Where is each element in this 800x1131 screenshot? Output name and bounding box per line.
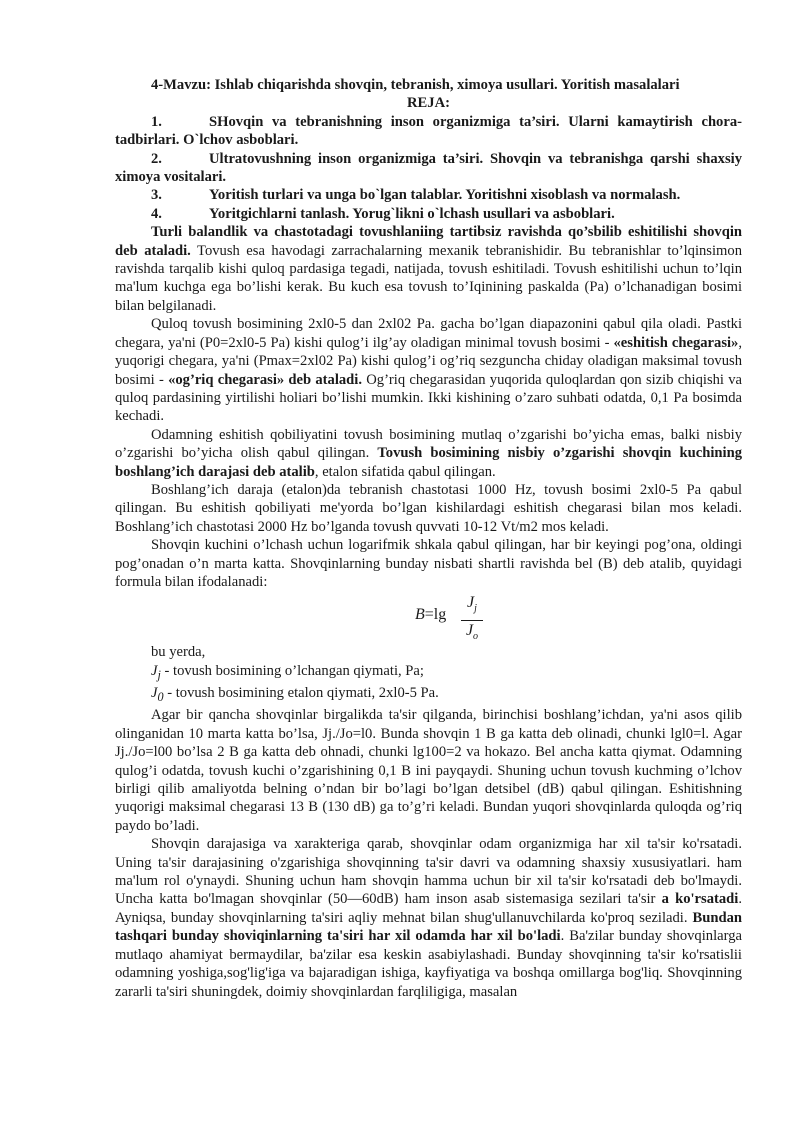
- plan-item-text: Yoritish turlari va unga bo`lgan talablar. Yoritishni xisoblash va normalash.: [209, 187, 681, 204]
- plan-heading: REJA:: [407, 95, 450, 112]
- bel-formula: [115, 593, 742, 642]
- bold-definition: Tovush bosimining nisbiy o’zgarishi shovqin kuchining boshlang’ich darajasi deb atalib: [115, 445, 742, 480]
- bold-phrase: a ko'rsatadi: [661, 891, 739, 908]
- definition-jj: $J_j$ - tovush bosimining o’lchangan qiymati, Pa;: [151, 662, 424, 682]
- plan-item-text: Ultratovushning inson organizmiga ta’siri. Shovqin va tebranishga qarshi shaxsiy ximoya vositalari.: [115, 150, 742, 186]
- paragraph-hearing-range: [115, 315, 742, 425]
- bold-phrase: Bundan tashqari bunday shoviqinlarning ta'siri har xil odamda har xil bo'ladi: [115, 909, 742, 945]
- bold-term-pain-threshold: «og’riq chegarasi» deb ataladi.: [168, 371, 362, 388]
- definition-j0: $J_0$ - tovush bosimining etalon qiymati, 2xl0-5 Pa.: [151, 685, 439, 704]
- plan-item-4: [115, 205, 742, 223]
- paragraph-text: . Ba'zilar bunday shovqinlarga mutlaqo ahamiyat bermaydilar, ba'zilar esa keskin asabiylashadi. Bunday shovqinning ta'sir ko'rsatislii odamning yoshiga,sog'lig'iga va bajaradigan ishiga, kayfiyatiga va boshqa omillarga bog'liq. Shovqinning zararli ta'siri shuningdek, doimiy shovqinlardan farqliligiga, masalan: [115, 928, 742, 1000]
- plan-item-3: [115, 186, 742, 204]
- paragraph-reference-level: Boshlang’ich daraja (etalon)da tebranish chastotasi 1000 Hz, tovush bosimi 2xl0-5 Pa qabul qilingan. Bu eshitish qobiliyati me'yorda bo’lgan kishilardagi eshitish chegarasi bilan mos keladi. Boshlang’ich chastotasi 2000 Hz bo’lganda tovush quvvati 10-12 Vt/m2 mos keladi.: [115, 481, 742, 535]
- paragraph-text: . Ayniqsa, bunday shovqinlarning ta'siri aqliy mehnat bilan shug'ullanuvchilarda ko'proq seziladi.: [115, 891, 742, 926]
- formula-fraction: [461, 593, 483, 646]
- paragraph-text: Tovush esa havodagi zarrachalarning mexanik tebranishidir. Bu tebranishlar to’lqinsimon ravishda tarqalib kishi quloq pardasiga tegadi, natijada, tovush eshitiladi. Tovush eshitilishi uchun to’lqin ma'lum kuchga ega bo’lishi kerak. Bu kuch esa tovush to’Iqinining paskalda (Pa) o’lchanadigan bosimi bilan belgilanadi.: [115, 242, 742, 314]
- paragraph-text: , etalon sifatida qabul qilingan.: [314, 463, 496, 480]
- paragraph-noise-definition: [115, 223, 742, 315]
- plan-item-number: 3.: [151, 187, 162, 204]
- formula-denominator: $J_o$: [465, 621, 479, 642]
- paragraph-text: Og’riq chegarasidan yuqorida quloqlardan qon sizib chiqishi va quloq pardasining yirtilishi holiari bo’lishi mumkin. Ikki kishining o’zaro suhbati odatda, 0,1 Pa bosimda kechadi.: [115, 371, 742, 425]
- paragraph-relative-change: [115, 426, 742, 481]
- plan-item-text: Yoritgichlarni tanlash. Yorug`likni o`lchash usullari va asboblari.: [209, 205, 615, 222]
- plan-item-1: [115, 113, 742, 150]
- paragraph-log-scale: Shovqin kuchini o’lchash uchun logarifmik shkala qabul qilingan, har bir keyingi pog’ona, oldingi pog’onadan o’n marta katta. Shovqinlarning bunday nisbati shartli ravishda bel (B) deb atalib, quyidagi formula bilan ifodalanadi:: [115, 537, 742, 590]
- plan-item-number: 1.: [151, 113, 162, 130]
- bold-term-hearing-threshold: «eshitish chegarasi»: [613, 334, 739, 351]
- document-title: 4-Mavzu: Ishlab chiqarishda shovqin, tebranish, ximoya usullari. Yoritish masalalari: [151, 77, 680, 93]
- formula-lhs: B=lg: [415, 606, 447, 624]
- paragraph-text: Quloq tovush bosimining 2xl0-5 dan 2xl02 Pa. gacha bo’lgan diapazonini qabul qila oladi. Pastki chegara, ya'ni (P0=2xl0-5 Pa) kishi qulog’i ilg’ay oladigan minimal tovush bosimi -: [115, 316, 742, 351]
- paragraph-noise-effects: [115, 835, 742, 1001]
- plan-item-text: SHovqin va tebranishning inson organizmiga ta’siri. Ularni kamaytirish chora-tadbirlari. O`lchov asboblari.: [115, 113, 742, 149]
- formula-numerator: $J_j$: [461, 593, 483, 620]
- paragraph-bel-decibel: Agar bir qancha shovqinlar birgalikda ta'sir qilganda, birinchisi boshlang’ichdan, ya'ni asos qilib olinganidan 10 marta katta bo’lsa, Jj./Jo=l0. Bunda shovqin 1 B ga katta deb olinadi, chunki lgl0=l. Agar Jj./Jo=l00 bo’lsa 2 B ga katta deb ohnadi, chunki lg100=2 va hokazo. Bel ancha katta qiymat. Odamning qulog’i odatda, tovush kuchi o’zgarishining 0,1 B ini payqaydi. Shuning uchun tovush kuchming o’lchov birligi qilib amaliyotda belning o’ndan bir bo’lagi bo’lgan detsibel (dB) qabul qilingan. Eshitishning yuqorigi maksimal chegarasi 13 B (130 dB) ga to’g’ri keladi. Bundan yuqori shovqinlarda quloqda og’riq paydo bo’ladi.: [115, 707, 742, 834]
- paragraph-text: Odamning eshitish qobiliyatini tovush bosimining mutlaq o’zgarishi bo’yicha emas, balki nisbiy o’zgarishi bo’yicha olish qabul qilingan.: [115, 426, 742, 462]
- bold-definition: Turli balandlik va chastotadagi tovushlaniing tartibsiz ravishda qo’sbilib eshitilishi shovqin deb ataladi.: [115, 224, 742, 259]
- plan-item-2: [115, 150, 742, 187]
- where-label: bu yerda,: [151, 644, 206, 661]
- paragraph-text: Shovqin darajasiga va xarakteriga qarab, shovqinlar odam organizmiga har xil ta'sir ko'rsatadi. Uning ta'sir darajasining o'zgarishiga shovqinning ta'sir davri va odamning shaxsiy xususiyatlari. ham ma'lum rol o'ynaydi. Shuning uchun ham shovqin hamma uchun bir xil ta'sir ko'rsatadi deb bo'lmaydi. Uncha katta bo'lmagan shovqinlar (50—60dB) ham inson asab sistemasiga sezilari ta'sir: [115, 836, 742, 908]
- plan-item-number: 2.: [151, 150, 162, 167]
- plan-item-number: 4.: [151, 205, 162, 222]
- paragraph-text: , yuqorigi chegara, ya'ni (Pmax=2xl02 Pa) kishi qulog’i og’riq sezguncha chiday oladigan maksimal tovush bosimi -: [115, 334, 743, 388]
